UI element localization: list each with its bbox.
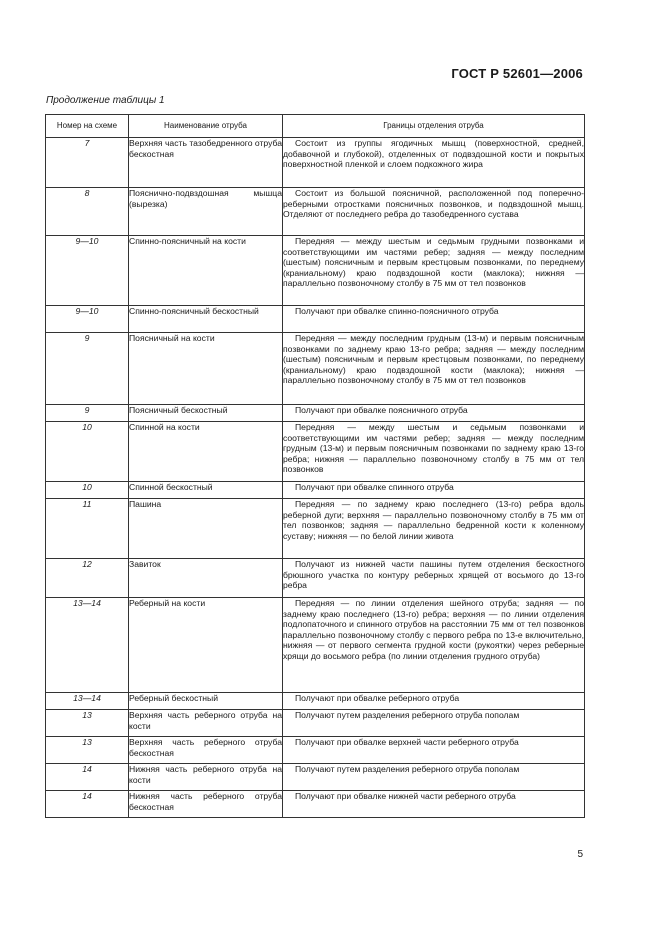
- cell-number: 9—10: [46, 306, 129, 333]
- cell-number: 13: [46, 710, 129, 737]
- column-header-boundaries: Границы отделения отруба: [283, 115, 585, 138]
- table-row: [46, 482, 585, 499]
- cell-number: 9: [46, 333, 129, 405]
- cell-name: Поясничный бескостный: [129, 405, 283, 422]
- cuts-table: [45, 114, 585, 818]
- cell-boundaries: Получают при обвалке верхней части реберного отруба: [283, 737, 585, 764]
- cell-name: Верхняя часть реберного отруба на кости: [129, 710, 283, 737]
- table-row: [46, 306, 585, 333]
- table-row: [46, 598, 585, 693]
- table-row: [46, 405, 585, 422]
- cell-boundaries: Передняя — по линии отделения шейного отруба; задняя — по заднему краю последнего (13-го) ребра; верхняя — по линии отделения подлопаточного и спинного отрубов на расстоянии 75 мм от тел позвонков параллельно позвоночному столбу с первого ребра по 13-е включительно, нижняя — от первого сегмента грудной кости (рукоятки) через реберные хрящи до восьмого ребра (по линии отделения грудного отруба): [283, 598, 585, 693]
- cell-number: 9—10: [46, 236, 129, 306]
- cell-boundaries: Состоит из группы ягодичных мышц (поверхностной, средней, добавочной и глубокой), отделенных от подвздошной кости и покрытых поверхностной пленкой и слоем подкожного жира: [283, 138, 585, 188]
- table-row: [46, 138, 585, 188]
- table-row: [46, 791, 585, 818]
- cell-name: Реберный бескостный: [129, 693, 283, 710]
- cell-name: Реберный на кости: [129, 598, 283, 693]
- cell-number: 14: [46, 791, 129, 818]
- cell-number: 14: [46, 764, 129, 791]
- cell-boundaries: Получают при обвалке реберного отруба: [283, 693, 585, 710]
- table-row: [46, 737, 585, 764]
- cell-name: Верхняя часть тазобедренного отруба бескостная: [129, 138, 283, 188]
- table-row: [46, 236, 585, 306]
- cell-number: 7: [46, 138, 129, 188]
- cell-boundaries: Передняя — между шестым и седьмым позвонками и соответствующими им частями ребер; задняя — между последним грудным (13-м) и первым поясничным позвонками по заднему краю 13-го ребра; нижняя — параллельно позвоночному столбу в 75 мм от тел позвонков: [283, 422, 585, 482]
- cell-number: 13: [46, 737, 129, 764]
- table-row: [46, 188, 585, 236]
- cell-boundaries: Получают при обвалке поясничного отруба: [283, 405, 585, 422]
- cell-boundaries: Получают путем разделения реберного отруба пополам: [283, 710, 585, 737]
- cell-name: Пашина: [129, 499, 283, 559]
- cell-number: 11: [46, 499, 129, 559]
- cell-number: 10: [46, 482, 129, 499]
- cell-name: Верхняя часть реберного отруба бескостная: [129, 737, 283, 764]
- table-header-row: [46, 115, 585, 138]
- cell-name: Нижняя часть реберного отруба бескостная: [129, 791, 283, 818]
- cell-name: Спинной на кости: [129, 422, 283, 482]
- cell-number: 8: [46, 188, 129, 236]
- cell-name: Спинно-поясничный на кости: [129, 236, 283, 306]
- table-row: [46, 710, 585, 737]
- cell-name: Спинно-поясничный бескостный: [129, 306, 283, 333]
- table-row: [46, 693, 585, 710]
- cell-number: 10: [46, 422, 129, 482]
- cell-number: 13—14: [46, 598, 129, 693]
- cell-boundaries: Передняя — между шестым и седьмым грудными позвонками и соответствующими им частями ребер; задняя — между последним (шестым) поясничным и первым крестцовым позвонками, по переднему (краниальному) краю подвздошной кости (маклока); нижняя — параллельно позвоночному столбу в 75 мм от тел позвонков: [283, 236, 585, 306]
- cell-boundaries: Получают из нижней части пашины путем отделения бескостного брюшного участка по контуру реберных хрящей от восьмого до 13-го ребра: [283, 559, 585, 598]
- cell-boundaries: Передняя — по заднему краю последнего (13-го) ребра вдоль реберной дуги; верхняя — параллельно позвоночному столбу в 75 мм от тел позвонков; задняя — параллельно бедренной кости к коленному суставу; нижняя — по белой линии живота: [283, 499, 585, 559]
- cell-number: 12: [46, 559, 129, 598]
- cell-name: Завиток: [129, 559, 283, 598]
- cell-boundaries: Получают при обвалке спинного отруба: [283, 482, 585, 499]
- document-header: ГОСТ Р 52601—2006: [451, 66, 583, 81]
- table-row: [46, 764, 585, 791]
- cell-boundaries: Получают при обвалке спинно-поясничного отруба: [283, 306, 585, 333]
- cell-name: Нижняя часть реберного отруба на кости: [129, 764, 283, 791]
- cell-name: Пояснично-подвздошная мышца (вырезка): [129, 188, 283, 236]
- page-number: 5: [577, 849, 583, 860]
- cell-boundaries: Получают путем разделения реберного отруба пополам: [283, 764, 585, 791]
- cell-name: Поясничный на кости: [129, 333, 283, 405]
- cell-name: Спинной бескостный: [129, 482, 283, 499]
- table-row: [46, 333, 585, 405]
- table-row: [46, 499, 585, 559]
- cell-boundaries: Состоит из большой поясничной, расположенной под поперечно-реберными отростками поясничных позвонков, и подвздошной мышц. Отделяют от последнего ребра до тазобедренного сустава: [283, 188, 585, 236]
- column-header-number: Номер на схеме: [46, 115, 129, 138]
- cell-boundaries: Получают при обвалке нижней части реберного отруба: [283, 791, 585, 818]
- cell-number: 13—14: [46, 693, 129, 710]
- cell-number: 9: [46, 405, 129, 422]
- table-row: [46, 422, 585, 482]
- table-row: [46, 559, 585, 598]
- cell-boundaries: Передняя — между последним грудным (13-м) и первым поясничным позвонками по заднему краю 13-го ребра; задняя — между последним (шестым) поясничным и первым крестцовым позвонками, по переднему (краниальному) краю подвздошной кости (маклока); нижняя — параллельно позвоночному столбу в 75 мм от тел позвонков: [283, 333, 585, 405]
- table-caption: Продолжение таблицы 1: [46, 95, 165, 106]
- column-header-name: Наименование отруба: [129, 115, 283, 138]
